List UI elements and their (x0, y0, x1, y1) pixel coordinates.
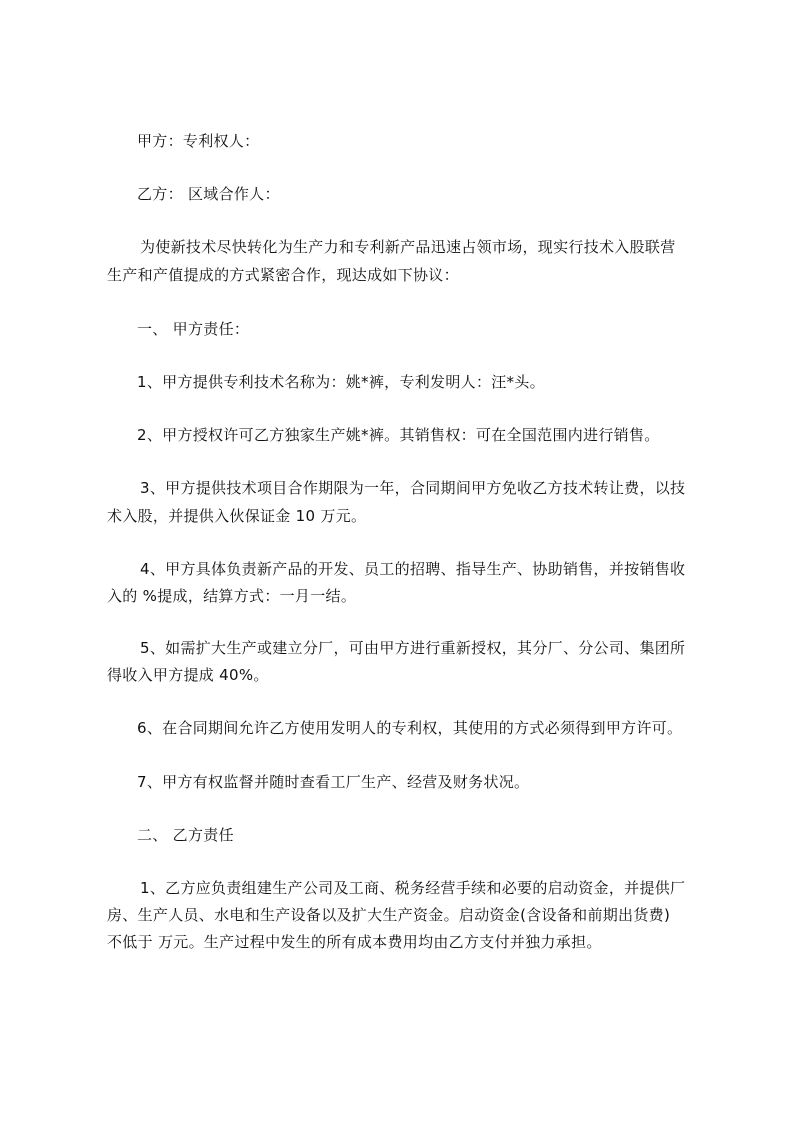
section-1-heading: 一、 甲方责任： (137, 320, 250, 338)
clause-a4-line-1: 4、甲方具体负责新产品的开发、员工的招聘、指导生产、协助销售，并按销售收 (140, 560, 686, 578)
party-a-line: 甲方：专利权人： (137, 132, 260, 150)
intro-paragraph-line-1: 为使新技术尽快转化为生产力和专利新产品迅速占领市场，现实行技术入股联营 (140, 238, 676, 256)
clause-a3-line-1: 3、甲方提供技术项目合作期限为一年，合同期间甲方免收乙方技术转让费，以技 (140, 479, 686, 497)
clause-b1-line-3: 不低于 万元。生产过程中发生的所有成本费用均由乙方支付并独力承担。 (107, 933, 602, 951)
clause-a2: 2、甲方授权许可乙方独家生产姚*裤。其销售权：可在全国范围内进行销售。 (137, 426, 660, 444)
party-b-line: 乙方： 区域合作人： (137, 185, 280, 203)
clause-a5-line-1: 5、如需扩大生产或建立分厂，可由甲方进行重新授权，其分厂、分公司、集团所 (140, 639, 686, 657)
clause-a4-line-2: 入的 %提成，结算方式：一月一结。 (107, 587, 357, 605)
clause-b1-line-1: 1、乙方应负责组建生产公司及工商、税务经营手续和必要的启动资金，并提供厂 (140, 879, 686, 897)
intro-paragraph-line-2: 生产和产值提成的方式紧密合作，现达成如下协议： (107, 266, 459, 284)
section-2-heading: 二、 乙方责任 (137, 826, 234, 844)
clause-a1: 1、甲方提供专利技术名称为：姚*裤，专利发明人：汪*头。 (137, 373, 545, 391)
clause-a3-line-2: 术入股，并提供入伙保证金 10 万元。 (107, 507, 367, 525)
clause-a6: 6、在合同期间允许乙方使用发明人的专利权，其使用的方式必须得到甲方许可。 (137, 719, 683, 737)
clause-a5-line-2: 得收入甲方提成 40%。 (107, 666, 269, 684)
clause-a7: 7、甲方有权监督并随时查看工厂生产、经营及财务状况。 (137, 773, 530, 791)
clause-b1-line-2: 房、生产人员、水电和生产设备以及扩大生产资金。启动资金(含设备和前期出货费) (107, 906, 671, 924)
